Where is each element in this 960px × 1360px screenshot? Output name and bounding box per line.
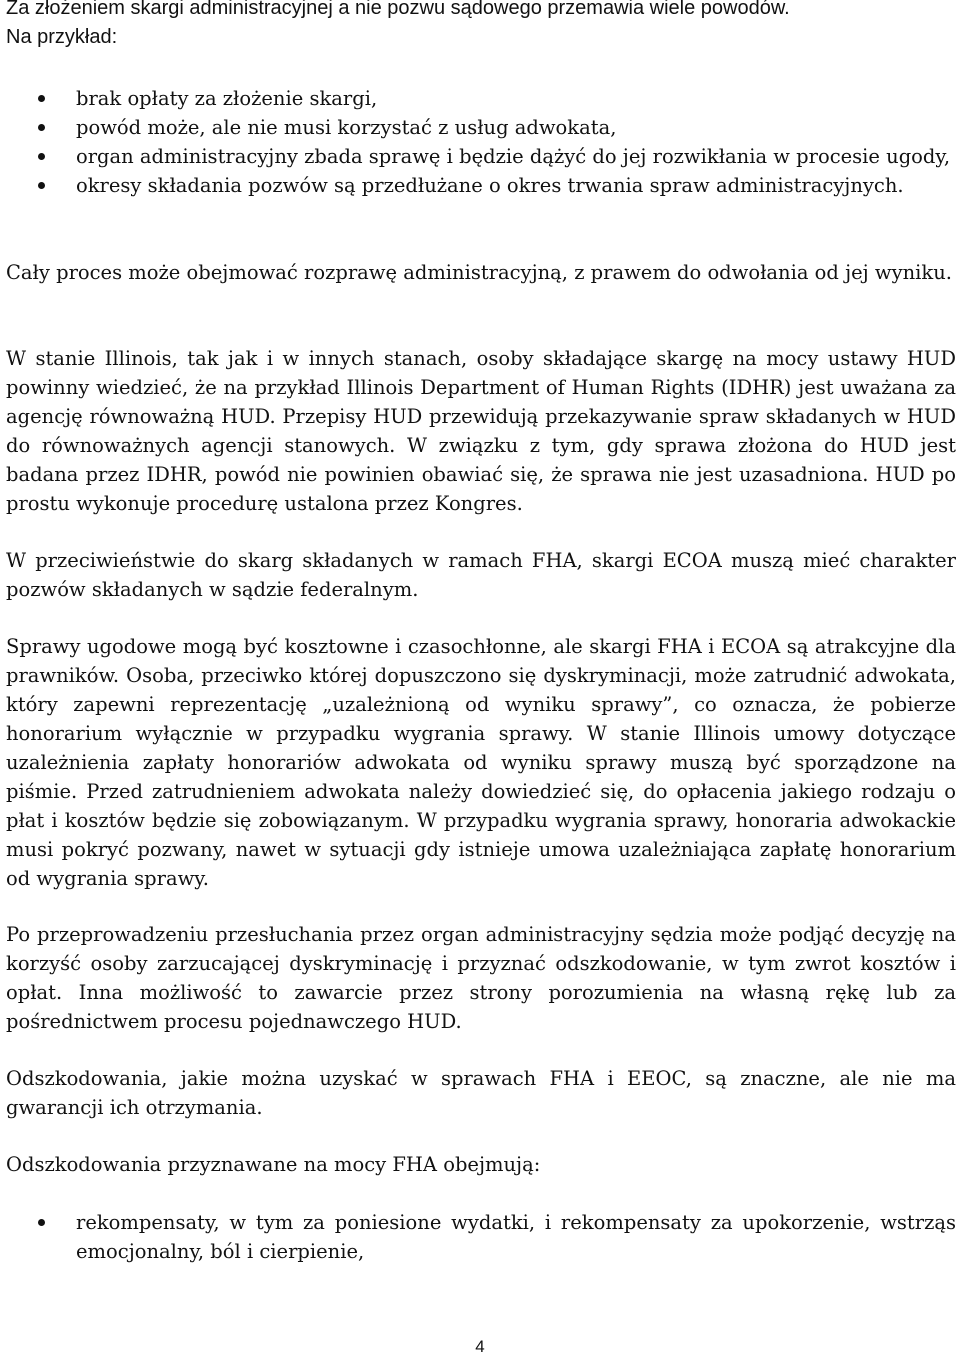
list-item-text: rekompensaty, w tym za poniesione wydatki, i rekompensaty za upokorzenie, wstrząs emocjonalny, ból i cierpienie, [76, 1211, 956, 1263]
list-item-text: organ administracyjny zbada sprawę i będzie dążyć do jej rozwikłania w procesie ugody, [76, 145, 951, 168]
list-item [0, 84, 956, 113]
list-item [0, 113, 956, 142]
reasons-list [0, 84, 956, 200]
bullet-icon [38, 182, 45, 189]
list-item [0, 171, 956, 200]
page-number: 4 [475, 1337, 485, 1356]
intro-line-1: Za złożeniem skargi administracyjnej a nie pozwu sądowego przemawia wiele powodów. [6, 0, 790, 19]
intro-paragraph [6, 0, 956, 52]
bullet-icon [38, 124, 45, 131]
paragraph-ecoa: W przeciwieństwie do skarg składanych w ramach FHA, skargi ECOA muszą mieć charakter pozwów składanych w sądzie federalnym. [6, 549, 956, 601]
paragraph-settlements: Sprawy ugodowe mogą być kosztowne i czasochłonne, ale skargi FHA i ECOA są atrakcyjne dla prawników. Osoba, przeciwko której dopuszczono się dyskryminacji, może zatrudnić adwokata, który zapewni reprezentację „uzależnioną od wyniku sprawy”, co oznacza, że pobierze honorarium wyłącznie w przypadku wygrania sprawy. W stanie Illinois umowy dotyczące uzależnienia zapłaty honorariów adwokata od wyniku sprawy muszą być sporządzone na piśmie. Przed zatrudnieniem adwokata należy dowiedzieć się, do opłacenia jakiego rodzaju o płat i kosztów będzie się zobowiązanym. W przypadku wygrania sprawy, honoraria adwokackie musi pokryć pozwany, nawet w sytuacji gdy istnieje umowa uzależniająca zapłatę honorarium od wygrania sprawy. [6, 635, 956, 890]
list-item [0, 142, 956, 171]
bullet-icon [38, 153, 45, 160]
paragraph-illinois-hud: W stanie Illinois, tak jak i w innych stanach, osoby składające skargę na mocy ustawy HUD powinny wiedzieć, że na przykład Illinois Department of Human Rights (IDHR) jest uważana za agencję równoważną HUD. Przepisy HUD przewidują przekazywanie spraw składanych w HUD do równoważnych agencji stanowych. W związku z tym, gdy sprawa złożona do HUD jest badana przez IDHR, powód nie powinien obawiać się, że sprawa nie jest uzasadniona. HUD po prostu wykonuje procedurę ustalona przez Kongres. [6, 347, 956, 515]
list-item [0, 1208, 956, 1266]
paragraph-hearing: Po przeprowadzeniu przesłuchania przez organ administracyjny sędzia może podjąć decyzję na korzyść osoby zarzucającej dyskryminację i przyznać odszkodowanie, w tym zwrot kosztów i opłat. Inna możliwość to zawarcie przez strony porozumienia na własną rękę lub za pośrednictwem procesu pojednawczego HUD. [6, 923, 956, 1033]
damages-list [0, 1208, 956, 1266]
paragraph-compensation: Odszkodowania, jakie można uzyskać w sprawach FHA i EEOC, są znaczne, ale nie ma gwarancji ich otrzymania. [6, 1067, 956, 1119]
paragraph-fha-damages-intro: Odszkodowania przyznawane na mocy FHA obejmują: [6, 1153, 541, 1176]
intro-line-2: Na przykład: [6, 26, 118, 48]
bullet-icon [38, 1219, 45, 1226]
list-item-text: powód może, ale nie musi korzystać z usług adwokata, [76, 116, 617, 139]
paragraph-appeal: Cały proces może obejmować rozprawę administracyjną, z prawem do odwołania od jej wyniku. [6, 261, 952, 284]
bullet-icon [38, 95, 45, 102]
list-item-text: brak opłaty za złożenie skargi, [76, 87, 378, 110]
list-item-text: okresy składania pozwów są przedłużane o okres trwania spraw administracyjnych. [76, 174, 904, 197]
